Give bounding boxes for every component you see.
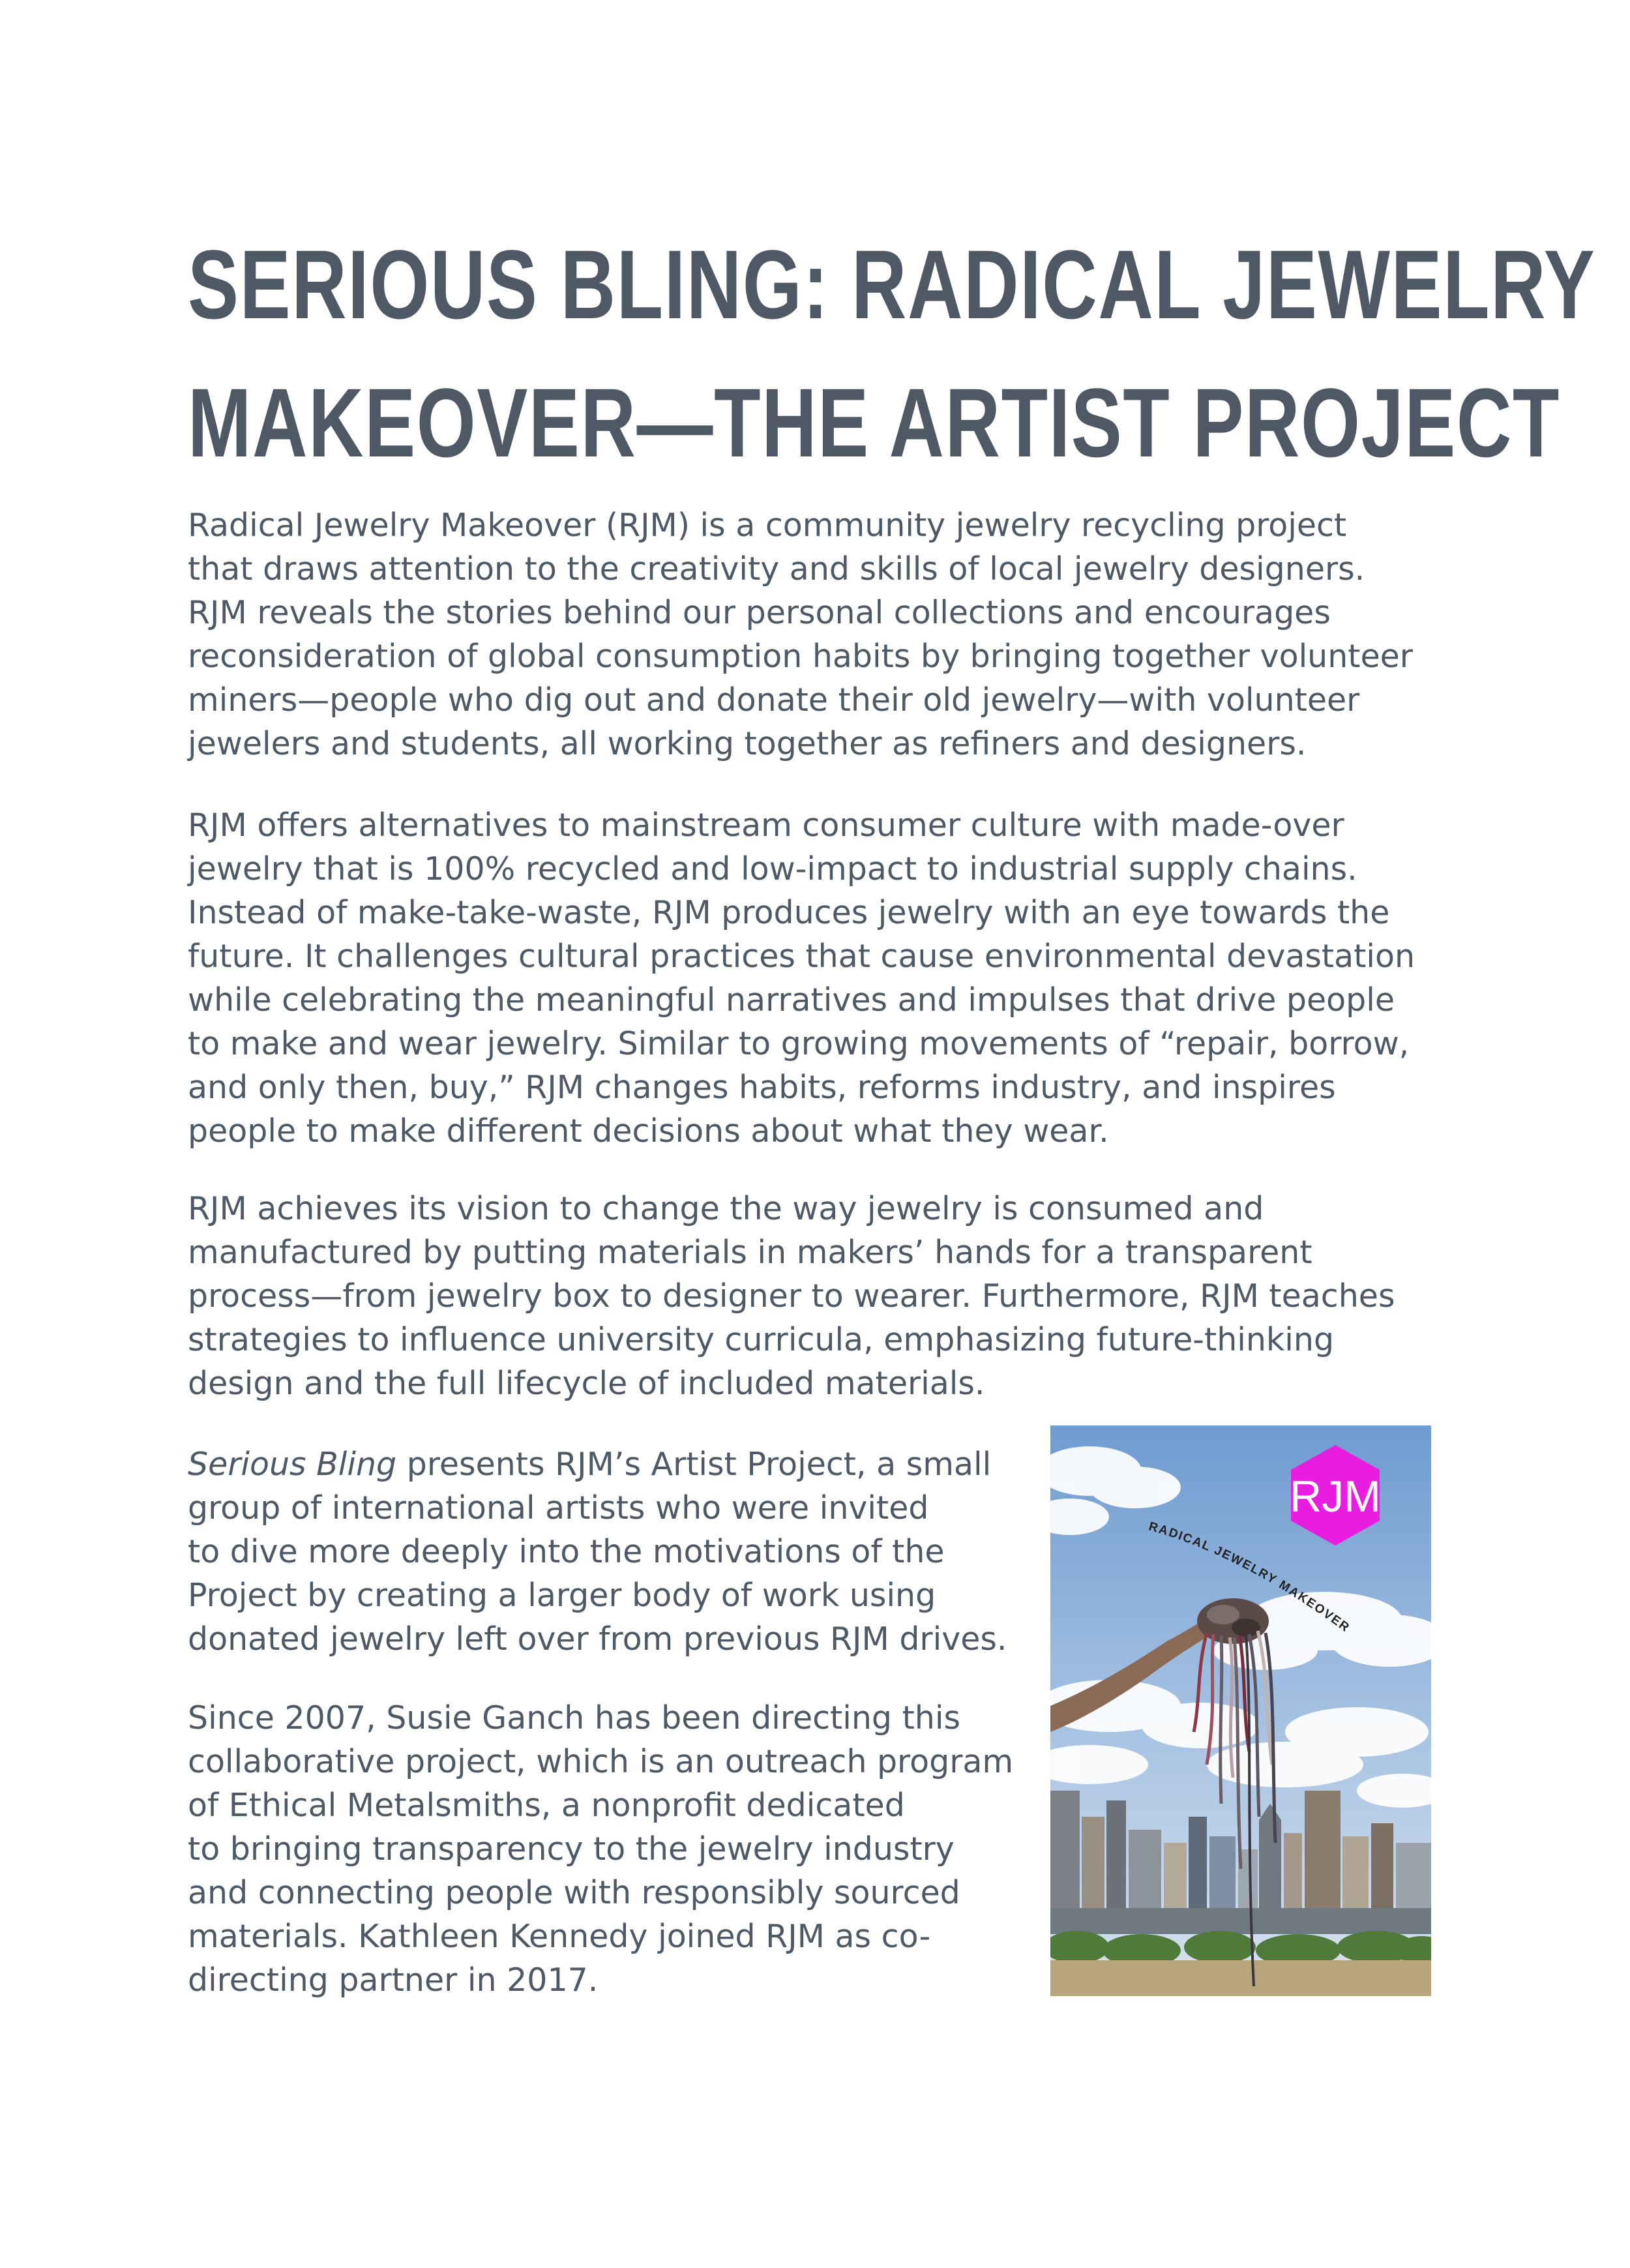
rjm-logo-text: RJM: [1290, 1472, 1381, 1521]
paragraph-line: RJM offers alternatives to mainstream consumer culture with made-over: [188, 807, 1344, 844]
paragraph-line: strategies to influence university curricula, emphasizing future-thinking: [188, 1321, 1335, 1358]
page-title: [188, 215, 1596, 492]
italic-title: Serious Bling: [188, 1446, 397, 1483]
paragraph-line: donated jewelry left over from previous RJM drives.: [188, 1620, 1007, 1658]
paragraph-line: jewelers and students, all working together as refiners and designers.: [188, 725, 1307, 762]
title-line-2: MAKEOVER—THE ARTIST PROJECT: [188, 368, 1560, 477]
paragraph-line: Project by creating a larger body of work using: [188, 1577, 936, 1614]
paragraph-line: RJM reveals the stories behind our personal collections and encourages: [188, 594, 1331, 631]
paragraph-line: while celebrating the meaningful narratives and impulses that drive people: [188, 981, 1395, 1019]
paragraph-alternatives: [188, 803, 1453, 1153]
paragraph-artist-project: [188, 1442, 1048, 1661]
paragraph-line: materials. Kathleen Kennedy joined RJM as co-: [188, 1918, 931, 1955]
paragraph-line: Instead of make-take-waste, RJM produces jewelry with an eye towards the: [188, 894, 1390, 931]
paragraph-line: and only then, buy,” RJM changes habits, reforms industry, and inspires: [188, 1069, 1336, 1106]
paragraph-line: reconsideration of global consumption habits by bringing together volunteer: [188, 638, 1413, 675]
paragraph-line-rest: presents RJM’s Artist Project, a small: [396, 1446, 992, 1483]
paragraph-line: future. It challenges cultural practices that cause environmental devastation: [188, 938, 1415, 975]
paragraph-line: design and the full lifecycle of included materials.: [188, 1365, 985, 1402]
ground: [1050, 1960, 1431, 1996]
paragraph-line: people to make different decisions about what they wear.: [188, 1112, 1109, 1150]
paragraph-line: RJM achieves its vision to change the way jewelry is consumed and: [188, 1190, 1264, 1227]
paragraph-line: [188, 1442, 1048, 1486]
paragraph-line: and connecting people with responsibly sourced: [188, 1874, 960, 1911]
paragraph-line: to make and wear jewelry. Similar to growing movements of “repair, borrow,: [188, 1025, 1410, 1062]
paragraph-line: jewelry that is 100% recycled and low-impact to industrial supply chains.: [188, 850, 1357, 888]
paragraph-line: group of international artists who were invited: [188, 1489, 929, 1527]
harbor-water: [1050, 1908, 1431, 1934]
paragraph-intro: [188, 503, 1453, 766]
paragraph-directors: [188, 1696, 1048, 2002]
paragraph-line: of Ethical Metalsmiths, a nonprofit dedicated: [188, 1787, 905, 1824]
rjm-arc-text-path: RADICAL JEWELRY MAKEOVER: [1147, 1519, 1353, 1635]
paragraph-line: to dive more deeply into the motivations of the: [188, 1533, 945, 1570]
cover-illustration: [1050, 1425, 1431, 1996]
paragraph-line: Since 2007, Susie Ganch has been directing this: [188, 1699, 960, 1737]
paragraph-line: manufactured by putting materials in makers’ hands for a transparent: [188, 1234, 1312, 1271]
paragraph-line: directing partner in 2017.: [188, 1962, 599, 1999]
rjm-cover-image: [1050, 1425, 1431, 1996]
paragraph-line: miners—people who dig out and donate their old jewelry—with volunteer: [188, 681, 1360, 719]
paragraph-line: to bringing transparency to the jewelry industry: [188, 1830, 955, 1868]
paragraph-line: collaborative project, which is an outreach program: [188, 1743, 1014, 1780]
paragraph-vision: [188, 1187, 1453, 1405]
title-line-1: SERIOUS BLING: RADICAL JEWELRY: [188, 230, 1596, 339]
paragraph-line: process—from jewelry box to designer to wearer. Furthermore, RJM teaches: [188, 1277, 1395, 1315]
paragraph-line: that draws attention to the creativity and skills of local jewelry designers.: [188, 550, 1365, 588]
paragraph-line: Radical Jewelry Makeover (RJM) is a community jewelry recycling project: [188, 507, 1347, 544]
